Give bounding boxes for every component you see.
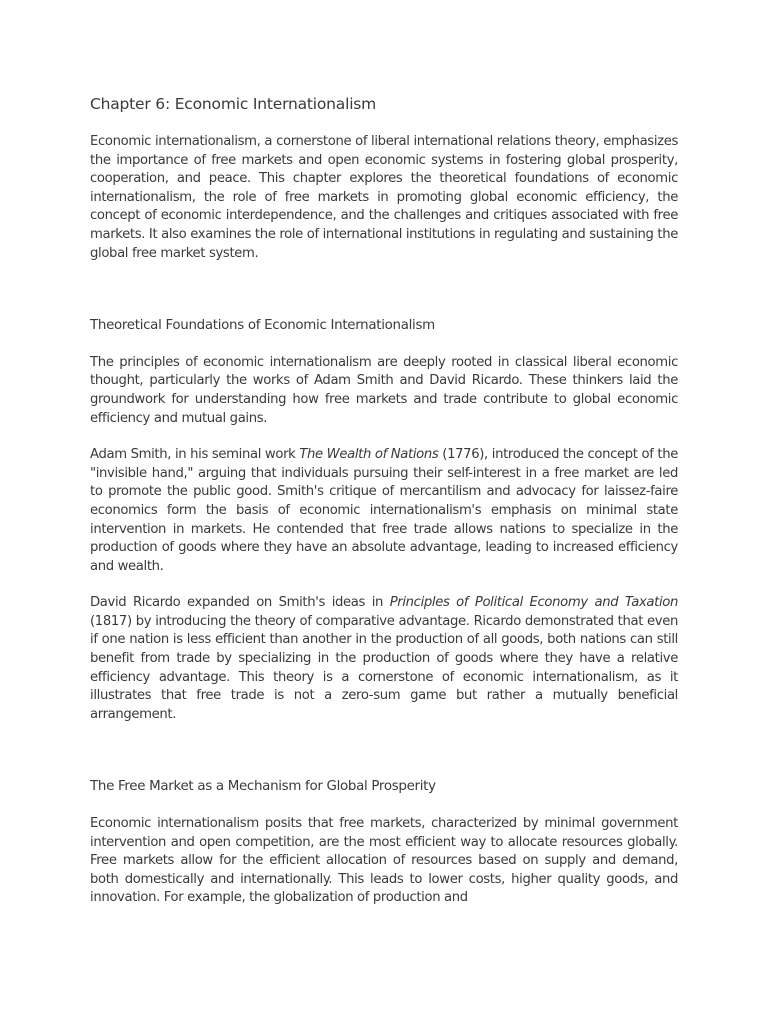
paragraph-free-markets: Economic internationalism posits that free markets, characterized by minimal government intervention and open competition, are the most efficient way to allocate resources globally. Free markets allow for the efficient allocation of resources based on supply and demand, both domestically and internationally. This leads to lower costs, higher quality goods, and innovation. For example, the globalization of production and — [90, 816, 678, 906]
text-span: Adam Smith, in his seminal work — [90, 447, 300, 463]
text-span: (1817) by introducing the theory of comparative advantage. Ricardo demonstrated that even if one nation is less efficient than another in the production of all goods, both nations can still benefit from trade by specializing in the production of goods where they have a relative efficiency advantage. This theory is a cornerstone of economic internationalism, as it illustrates that free trade is not a zero-sum game but rather a mutually beneficial arrangement. — [90, 613, 678, 722]
section-heading-free-market: The Free Market as a Mechanism for Global Prosperity — [90, 779, 436, 795]
document-page — [90, 93, 678, 908]
text-span: (1776), introduced the concept of the "invisible hand," arguing that individuals pursuing their self-interest in a free market are led to promote the public good. Smith's critique of mercantilism and advocacy for laissez-faire economics form the basis of economic internationalism's emphasis on minimal state intervention in markets. He contended that free trade allows nations to specialize in the production of goods where they have an absolute advantage, leading to increased efficiency and wealth. — [90, 447, 678, 574]
book-title-principles: Principles of Political Economy and Taxation — [389, 595, 678, 611]
text-span: David Ricardo expanded on Smith's ideas in — [90, 595, 390, 611]
intro-paragraph: Economic internationalism, a cornerstone of liberal international relations theory, emphasizes the importance of free markets and open economic systems in fostering global prosperity, cooperation, and peace. This chapter explores the theoretical foundations of economic internationalism, the role of free markets in promoting global economic efficiency, the concept of economic interdependence, and the challenges and critiques associated with free markets. It also examines the role of international institutions in regulating and sustaining the global free market system. — [90, 134, 678, 261]
paragraph-adam-smith — [90, 446, 678, 576]
paragraph-classical-roots: The principles of economic internationalism are deeply rooted in classical liberal economic thought, particularly the works of Adam Smith and David Ricardo. These thinkers laid the groundwork for understanding how free markets and trade contribute to global economic efficiency and mutual gains. — [90, 354, 678, 426]
chapter-title: Chapter 6: Economic Internationalism — [90, 95, 377, 113]
book-title-wealth-of-nations: The Wealth of Nations — [299, 447, 439, 463]
section-heading-theoretical-foundations: Theoretical Foundations of Economic Internationalism — [90, 318, 435, 334]
paragraph-david-ricardo — [90, 594, 678, 724]
